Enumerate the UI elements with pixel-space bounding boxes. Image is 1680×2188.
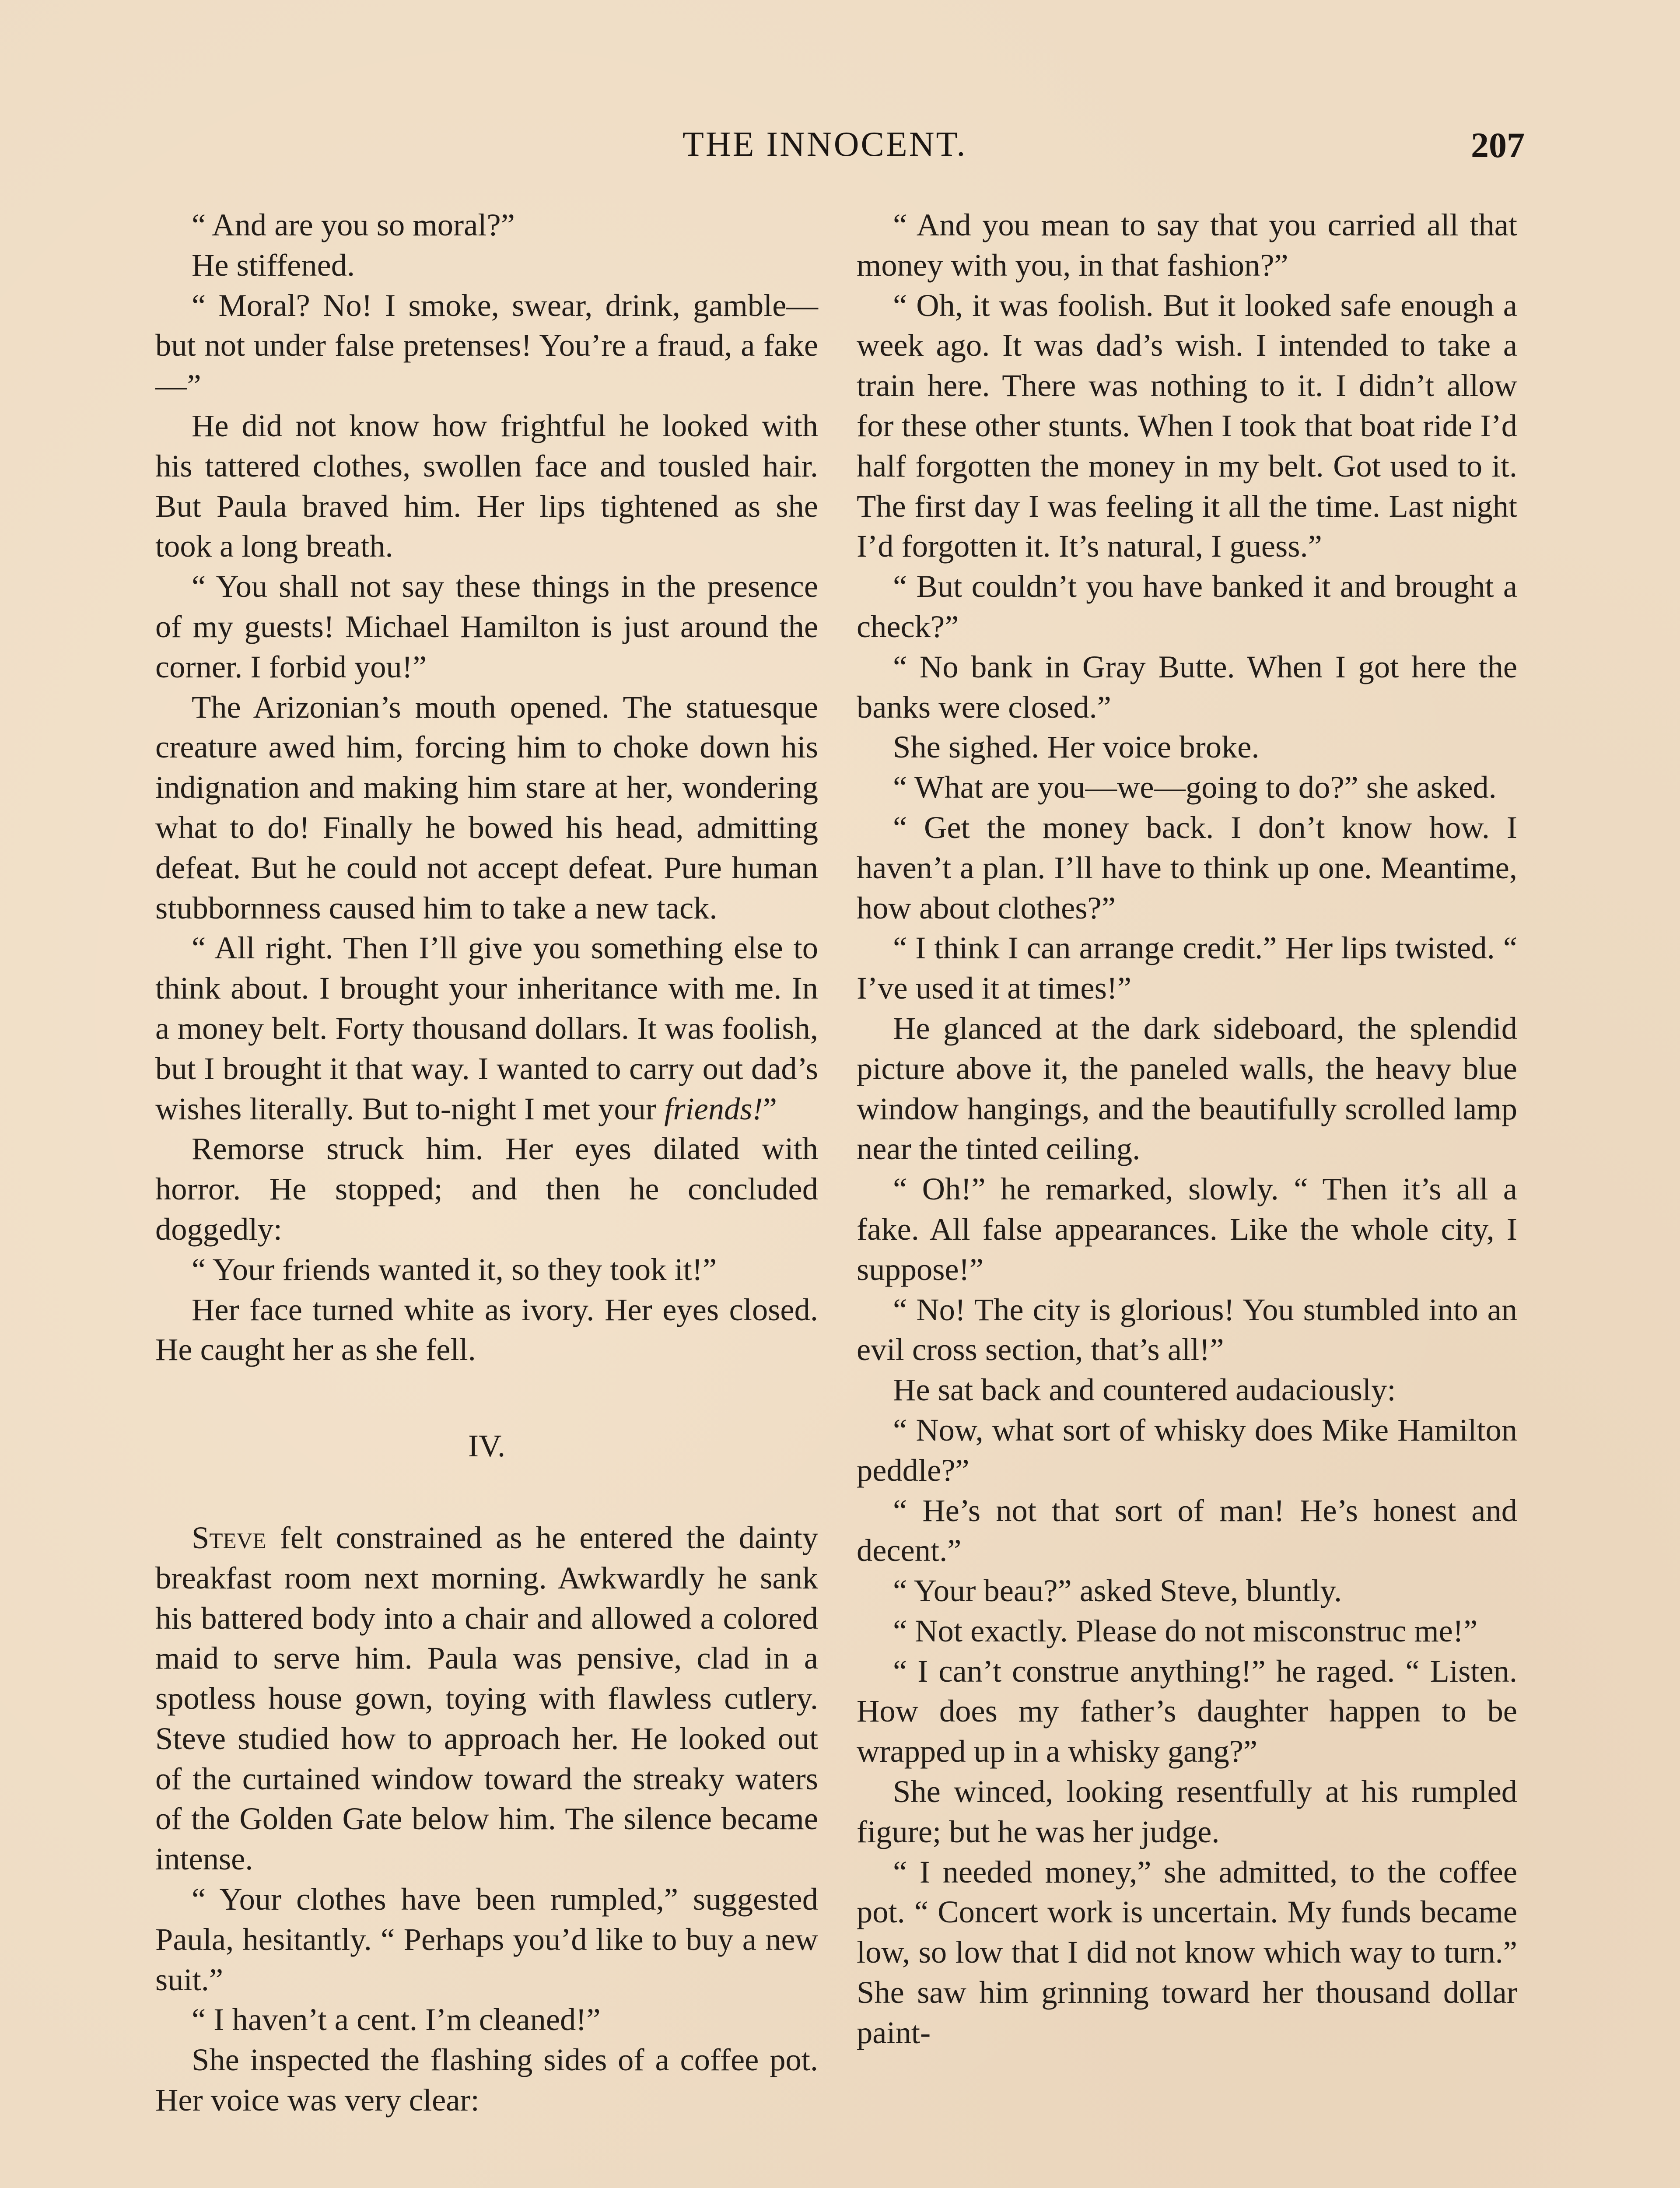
section-heading: IV.	[468, 1428, 506, 1464]
paragraph: “ But couldn’t you have banked it and brought a check?”	[857, 568, 1517, 644]
paragraph: “ I think I can arrange credit.” Her lips twisted. “ I’ve used it at times!”	[857, 930, 1517, 1006]
small-caps-name: Steve	[192, 1519, 266, 1555]
paragraph: The Arizonian’s mouth opened. The statuesque creature awed him, forcing him to choke down his indignation and making him stare at her, wondering what to do! Finally he bowed his head, admitting defeat. But he could not accept defeat. Pure human stubbornness caused him to take a new tack.	[155, 689, 818, 926]
paragraph: “ I can’t construe anything!” he raged. “ Listen. How does my father’s daughter happen to be wrapped up in a whisky gang?”	[857, 1653, 1517, 1769]
paragraph-text: ”	[763, 1090, 777, 1126]
paragraph: She sighed. Her voice broke.	[893, 729, 1260, 765]
paragraph: “ No! The city is glorious! You stumbled into an evil cross section, that’s all!”	[857, 1291, 1517, 1368]
paragraph: “ Your clothes have been rumpled,” suggested Paula, hesitantly. “ Perhaps you’d like to buy a new suit.”	[155, 1881, 818, 1997]
right-column	[857, 205, 1517, 2053]
paragraph	[155, 1518, 818, 1879]
page-number: 207	[1471, 125, 1525, 165]
paragraph	[155, 928, 818, 1129]
paragraph: “ Moral? No! I smoke, swear, drink, gamble—but not under false pretenses! You’re a fraud, a fake—”	[155, 287, 818, 403]
paragraph: “ Oh, it was foolish. But it looked safe enough a week ago. It was dad’s wish. I intended to take a train here. There was nothing to it. I didn’t allow for these other stunts. When I took that boat ride I’d half forgotten the money in my belt. Got used to it. The first day I was feeling it all the time. Last night I’d forgotten it. It’s natural, I guess.”	[857, 287, 1517, 564]
paragraph: Remorse struck him. Her eyes dilated with horror. He stopped; and then he concluded doggedly:	[155, 1131, 818, 1247]
paragraph: She winced, looking resentfully at his rumpled figure; but he was her judge.	[857, 1774, 1517, 1849]
paragraph: “ Not exactly. Please do not misconstruc me!”	[893, 1613, 1478, 1648]
paragraph: “ No bank in Gray Butte. When I got here the banks were closed.”	[857, 649, 1517, 725]
left-column	[155, 205, 818, 2120]
paragraph: “ He’s not that sort of man! He’s honest and decent.”	[857, 1492, 1517, 1568]
paragraph: Her face turned white as ivory. Her eyes closed. He caught her as she fell.	[155, 1291, 818, 1368]
paragraph: “ And are you so moral?”	[192, 207, 515, 242]
paragraph-text: felt constrained as he entered the dainty breakfast room next morning. Awkwardly he sank his battered body into a chair and allowed a colored maid to serve him. Paula was pensive, clad in a spotless house gown, toying with flawless cutlery. Steve studied how to approach her. He looked out of the curtained window toward the streaky waters of the Golden Gate below him. The silence became intense.	[155, 1519, 818, 1877]
paragraph: “ And you mean to say that you carried all that money with you, in that fashion?”	[857, 207, 1517, 283]
running-title: THE INNOCENT.	[682, 125, 967, 164]
paragraph: He stiffened.	[192, 247, 355, 283]
paragraph: He did not know how frightful he looked with his tattered clothes, swollen face and tousled hair. But Paula braved him. Her lips tightened as she took a long breath.	[155, 407, 818, 564]
paragraph-text: “ All right. Then I’ll give you something else to think about. I brought your inheritance with me. In a money belt. Forty thousand dollars. It was foolish, but I brought it that way. I wanted to carry out dad’s wishes literally. But to-night I met your	[155, 930, 818, 1126]
paragraph: “ What are you—we—going to do?” she asked.	[893, 769, 1497, 805]
paragraph: He sat back and countered audaciously:	[893, 1372, 1396, 1408]
paragraph: “ Now, what sort of whisky does Mike Hamilton peddle?”	[857, 1412, 1517, 1488]
paragraph: “ Your friends wanted it, so they took it!”	[192, 1251, 717, 1287]
paragraph: “ You shall not say these things in the presence of my guests! Michael Hamilton is just around the corner. I forbid you!”	[155, 568, 818, 684]
paragraph: “ I haven’t a cent. I’m cleaned!”	[192, 2002, 601, 2037]
paragraph: She inspected the flashing sides of a coffee pot. Her voice was very clear:	[155, 2042, 818, 2118]
paragraph: “ Get the money back. I don’t know how. I haven’t a plan. I’ll have to think up one. Meantime, how about clothes?”	[857, 809, 1517, 926]
italic-word: friends!	[664, 1090, 763, 1126]
paragraph: “ I needed money,” she admitted, to the coffee pot. “ Concert work is uncertain. My funds became low, so low that I did not know which way to turn.” She saw him grinning toward her thousand dollar paint-	[857, 1854, 1517, 2050]
paragraph: “ Oh!” he remarked, slowly. “ Then it’s all a fake. All false appearances. Like the whole city, I suppose!”	[857, 1171, 1517, 1287]
paragraph: He glanced at the dark sideboard, the splendid picture above it, the paneled walls, the heavy blue window hangings, and the beautifully scrolled lamp near the tinted ceiling.	[857, 1010, 1517, 1167]
paragraph: “ Your beau?” asked Steve, bluntly.	[893, 1573, 1342, 1609]
